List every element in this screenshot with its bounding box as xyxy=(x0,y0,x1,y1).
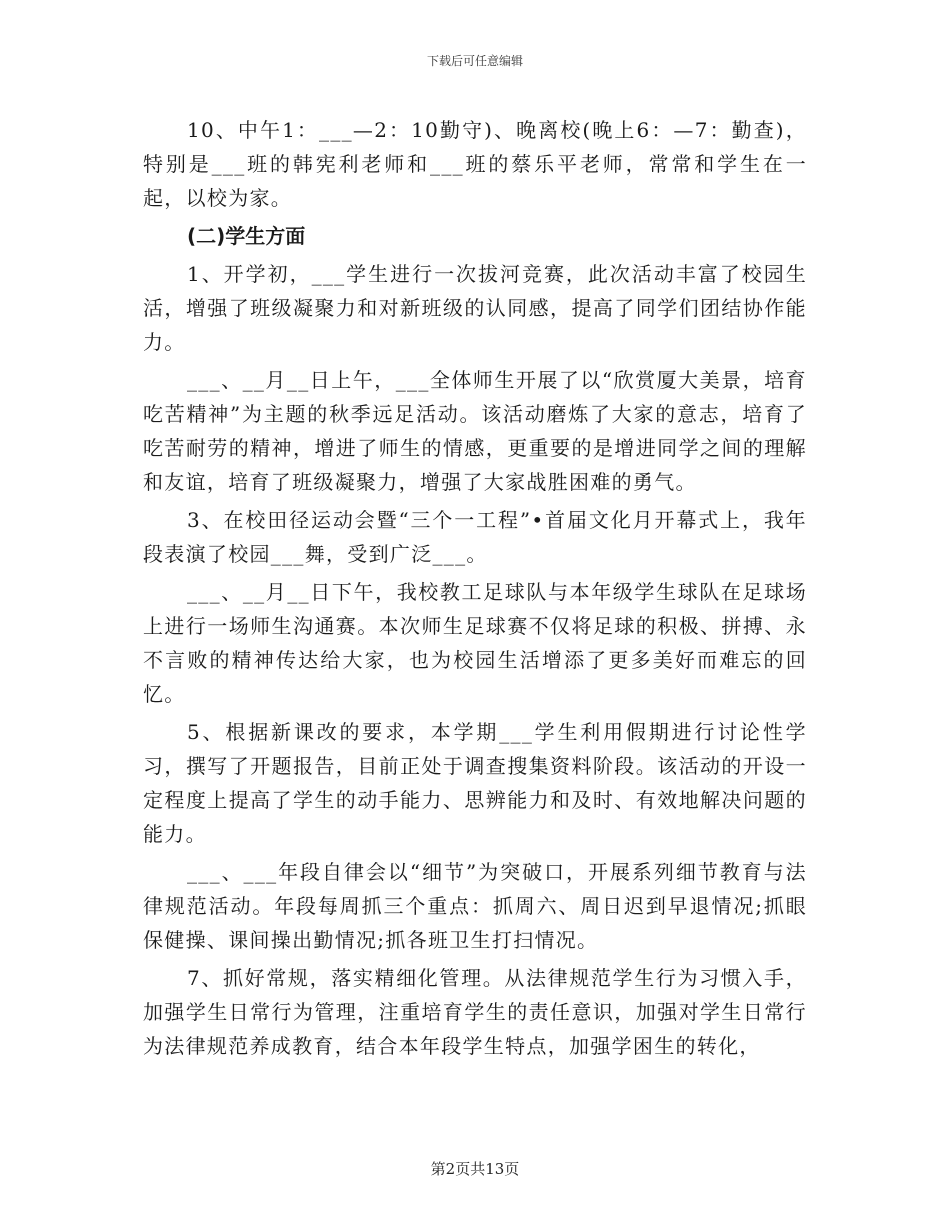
paragraph-1: 1、开学初，___学生进行一次拔河竞赛，此次活动丰富了校园生活，增强了班级凝聚力和对新班级的认同感，提高了同学们团结协作能力。 xyxy=(143,262,807,354)
paragraph-2: ___、__月__日上午，___全体师生开展了以“欣赏厦大美景，培育吃苦精神”为主题的秋季远足活动。该活动磨炼了大家的意志，培育了吃苦耐劳的精神，增进了师生的情感，更重要的是增进同学之间的理解和友谊，培育了班级凝聚力，增强了大家战胜困难的勇气。 xyxy=(143,368,807,494)
paragraph-continuation: 10、中午1：___—2：10勤守)、晚离校(晚上6：—7：勤查)，特别是___班的韩宪利老师和___班的蔡乐平老师，常常和学生在一起，以校为家。 xyxy=(143,118,807,210)
section-heading: (二)学生方面 xyxy=(187,224,306,248)
paragraph-7: 7、抓好常规，落实精细化管理。从法律规范学生行为习惯入手，加强学生日常行为管理，注重培育学生的责任意识，加强对学生日常行为法律规范养成教育，结合本年段学生特点，加强学困生的转化， xyxy=(143,966,807,1058)
page-header-note: 下载后可任意编辑 xyxy=(426,54,523,68)
paragraph-5: 5、根据新课改的要求，本学期___学生利用假期进行讨论性学习，撰写了开题报告，目前正处于调查搜集资料阶段。该活动的开设一定程度上提高了学生的动手能力、思辨能力和及时、有效地解决问题的能力。 xyxy=(143,720,807,846)
paragraph-6: ___、___年段自律会以“细节”为突破口，开展系列细节教育与法律规范活动。年段每周抓三个重点：抓周六、周日迟到早退情况;抓眼保健操、课间操出勤情况;抓各班卫生打扫情况。 xyxy=(143,860,807,952)
page-number-footer: 第2页共13页 xyxy=(430,1160,520,1178)
document-body xyxy=(143,113,807,1063)
paragraph-4: ___、__月__日下午，我校教工足球队与本年级学生球队在足球场上进行一场师生沟通赛。本次师生足球赛不仅将足球的积极、拼搏、永不言败的精神传达给大家，也为校园生活增添了更多美好而难忘的回忆。 xyxy=(143,580,807,706)
paragraph-3: 3、在校田径运动会暨“三个一工程”•首届文化月开幕式上，我年段表演了校园___舞，受到广泛___。 xyxy=(143,508,807,566)
